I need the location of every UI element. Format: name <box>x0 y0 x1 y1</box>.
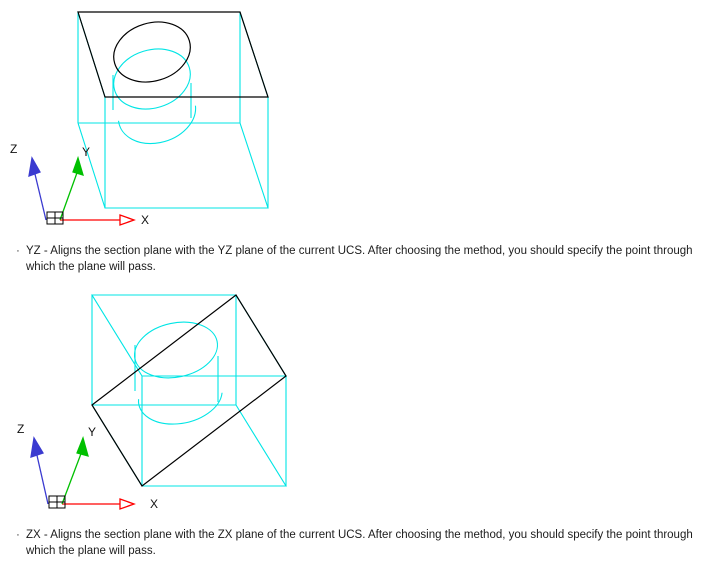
figure-zx-section-plane <box>0 283 705 527</box>
axis-label-z: Z <box>17 422 25 436</box>
ucs-axis-icon <box>10 142 149 227</box>
section-plane-outline <box>92 295 286 486</box>
axis-label-x: X <box>141 213 150 227</box>
ucs-axis-icon <box>17 422 158 527</box>
figure-yz-section-plane <box>0 0 705 243</box>
term-label: YZ - <box>26 245 51 257</box>
cylinder-hole-wireframe <box>129 315 226 432</box>
axis-label-y: Y <box>88 425 97 439</box>
axis-label-z: Z <box>10 142 18 156</box>
bullet-paragraph <box>26 527 705 559</box>
bullet-item-zx <box>0 527 705 559</box>
axis-label-y: Y <box>82 145 91 159</box>
term-description: Aligns the section plane with the ZX plane of the current UCS. After choosing the method, you should specify the point through which the plane will pass. <box>26 529 693 557</box>
bullet-marker: · <box>16 529 20 541</box>
solid-box-wireframe <box>78 12 268 208</box>
solid-box-wireframe <box>92 295 286 486</box>
bullet-item-yz <box>0 243 705 275</box>
term-description: Aligns the section plane with the YZ plane of the current UCS. After choosing the method, you should specify the point through which the plane will pass. <box>26 245 693 273</box>
bullet-paragraph <box>26 243 705 275</box>
term-label: ZX - <box>26 529 51 541</box>
axis-label-x: X <box>150 497 159 511</box>
bullet-marker: · <box>16 245 20 257</box>
